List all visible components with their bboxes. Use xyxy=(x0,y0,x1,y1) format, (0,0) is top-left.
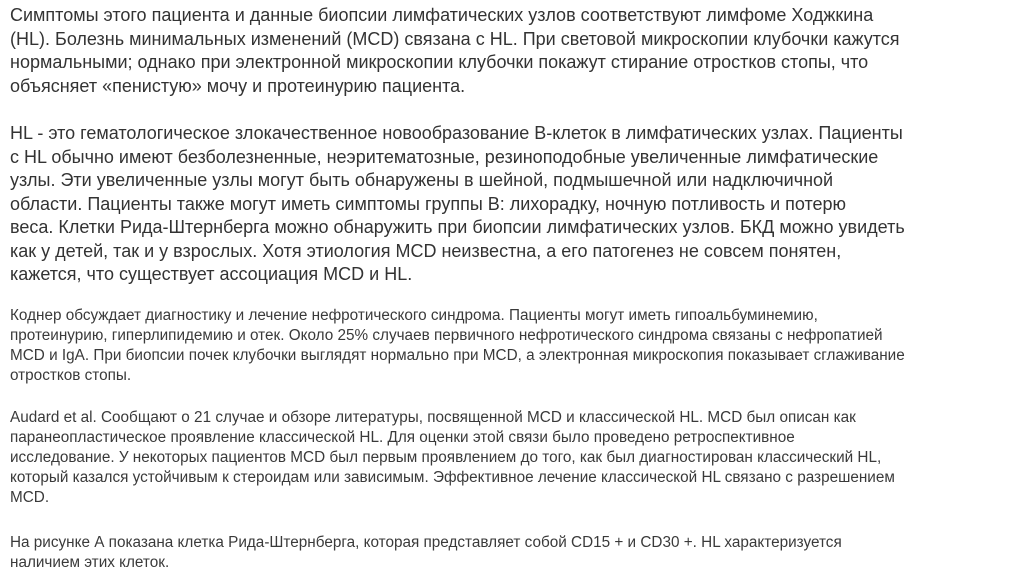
paragraph-hl-description xyxy=(10,122,1018,287)
paragraph-line: который казался устойчивым к стероидам или зависимым. Эффективное лечение классической HL связано с разрешением xyxy=(10,469,895,486)
paragraph-line: Симптомы этого пациента и данные биопсии лимфатических узлов соответствуют лимфоме Ходжкина xyxy=(10,5,874,25)
paragraph-line: наличием этих клеток. xyxy=(10,554,170,571)
paragraph-line: MCD. xyxy=(10,489,50,506)
paragraph-line: На рисунке А показана клетка Рида-Штернберга, которая представляет собой CD15 + и CD30 +. HL характеризуется xyxy=(10,534,842,551)
paragraph-line: исследование. У некоторых пациентов MCD был первым проявлением до того, как был диагностирован классический HL, xyxy=(10,449,882,466)
paragraph-line: как у детей, так и у взрослых. Хотя этиология MCD неизвестна, а его патогенез не совсем понятен, xyxy=(10,240,842,261)
paragraph-audard xyxy=(10,408,1018,508)
paragraph-line: (HL). Болезнь минимальных изменений (MCD) связана с HL. При световой микроскопии клубочки кажутся xyxy=(10,28,900,49)
paragraph-line: паранеопластическое проявление классической HL. Для оценки этой связи было проведено ретроспективное xyxy=(10,429,795,446)
paragraph-line: протеинурию, гиперлипидемию и отек. Около 25% случаев первичного нефротического синдрома связаны с нефропатией xyxy=(10,327,883,344)
paragraph-line: узлы. Эти увеличенные узлы могут быть обнаружены в шейной, подмышечной или надключичной xyxy=(10,170,834,190)
paragraph-line: кажется, что существует ассоциация MCD и HL. xyxy=(10,264,413,284)
paragraph-line: MCD и IgA. При биопсии почек клубочки выглядят нормально при MCD, а электронная микроскопия показывает сглаживание xyxy=(10,347,905,364)
paragraph-line: области. Пациенты также могут иметь симптомы группы В: лихорадку, ночную потливость и потерю xyxy=(10,193,847,214)
paragraph-line: Коднер обсуждает диагностику и лечение нефротического синдрома. Пациенты могут иметь гипоальбуминемию, xyxy=(10,307,818,324)
paragraph-line: с HL обычно имеют безболезненные, неэритематозные, резиноподобные увеличенные лимфатические xyxy=(10,146,879,167)
paragraph-line: нормальными; однако при электронной микроскопии клубочки покажут стирание отростков стопы, что xyxy=(10,52,869,72)
paragraph-line: отростков стопы. xyxy=(10,367,132,384)
paragraph-line: веса. Клетки Рида-Штернберга можно обнаружить при биопсии лимфатических узлов. БКД можно увидеть xyxy=(10,217,905,237)
paragraph-figure-a xyxy=(10,533,1018,573)
paragraph-line: объясняет «пенистую» мочу и протеинурию пациента. xyxy=(10,75,466,96)
paragraph-line: Audard et al. Сообщают о 21 случае и обзоре литературы, посвященной MCD и классической HL. MCD был описан как xyxy=(10,409,856,426)
paragraph-kodner xyxy=(10,306,1018,386)
paragraph-line: HL - это гематологическое злокачественное новообразование В-клеток в лимфатических узлах. Пациенты xyxy=(10,123,903,143)
paragraph-hl-mcd-summary xyxy=(10,4,1018,98)
